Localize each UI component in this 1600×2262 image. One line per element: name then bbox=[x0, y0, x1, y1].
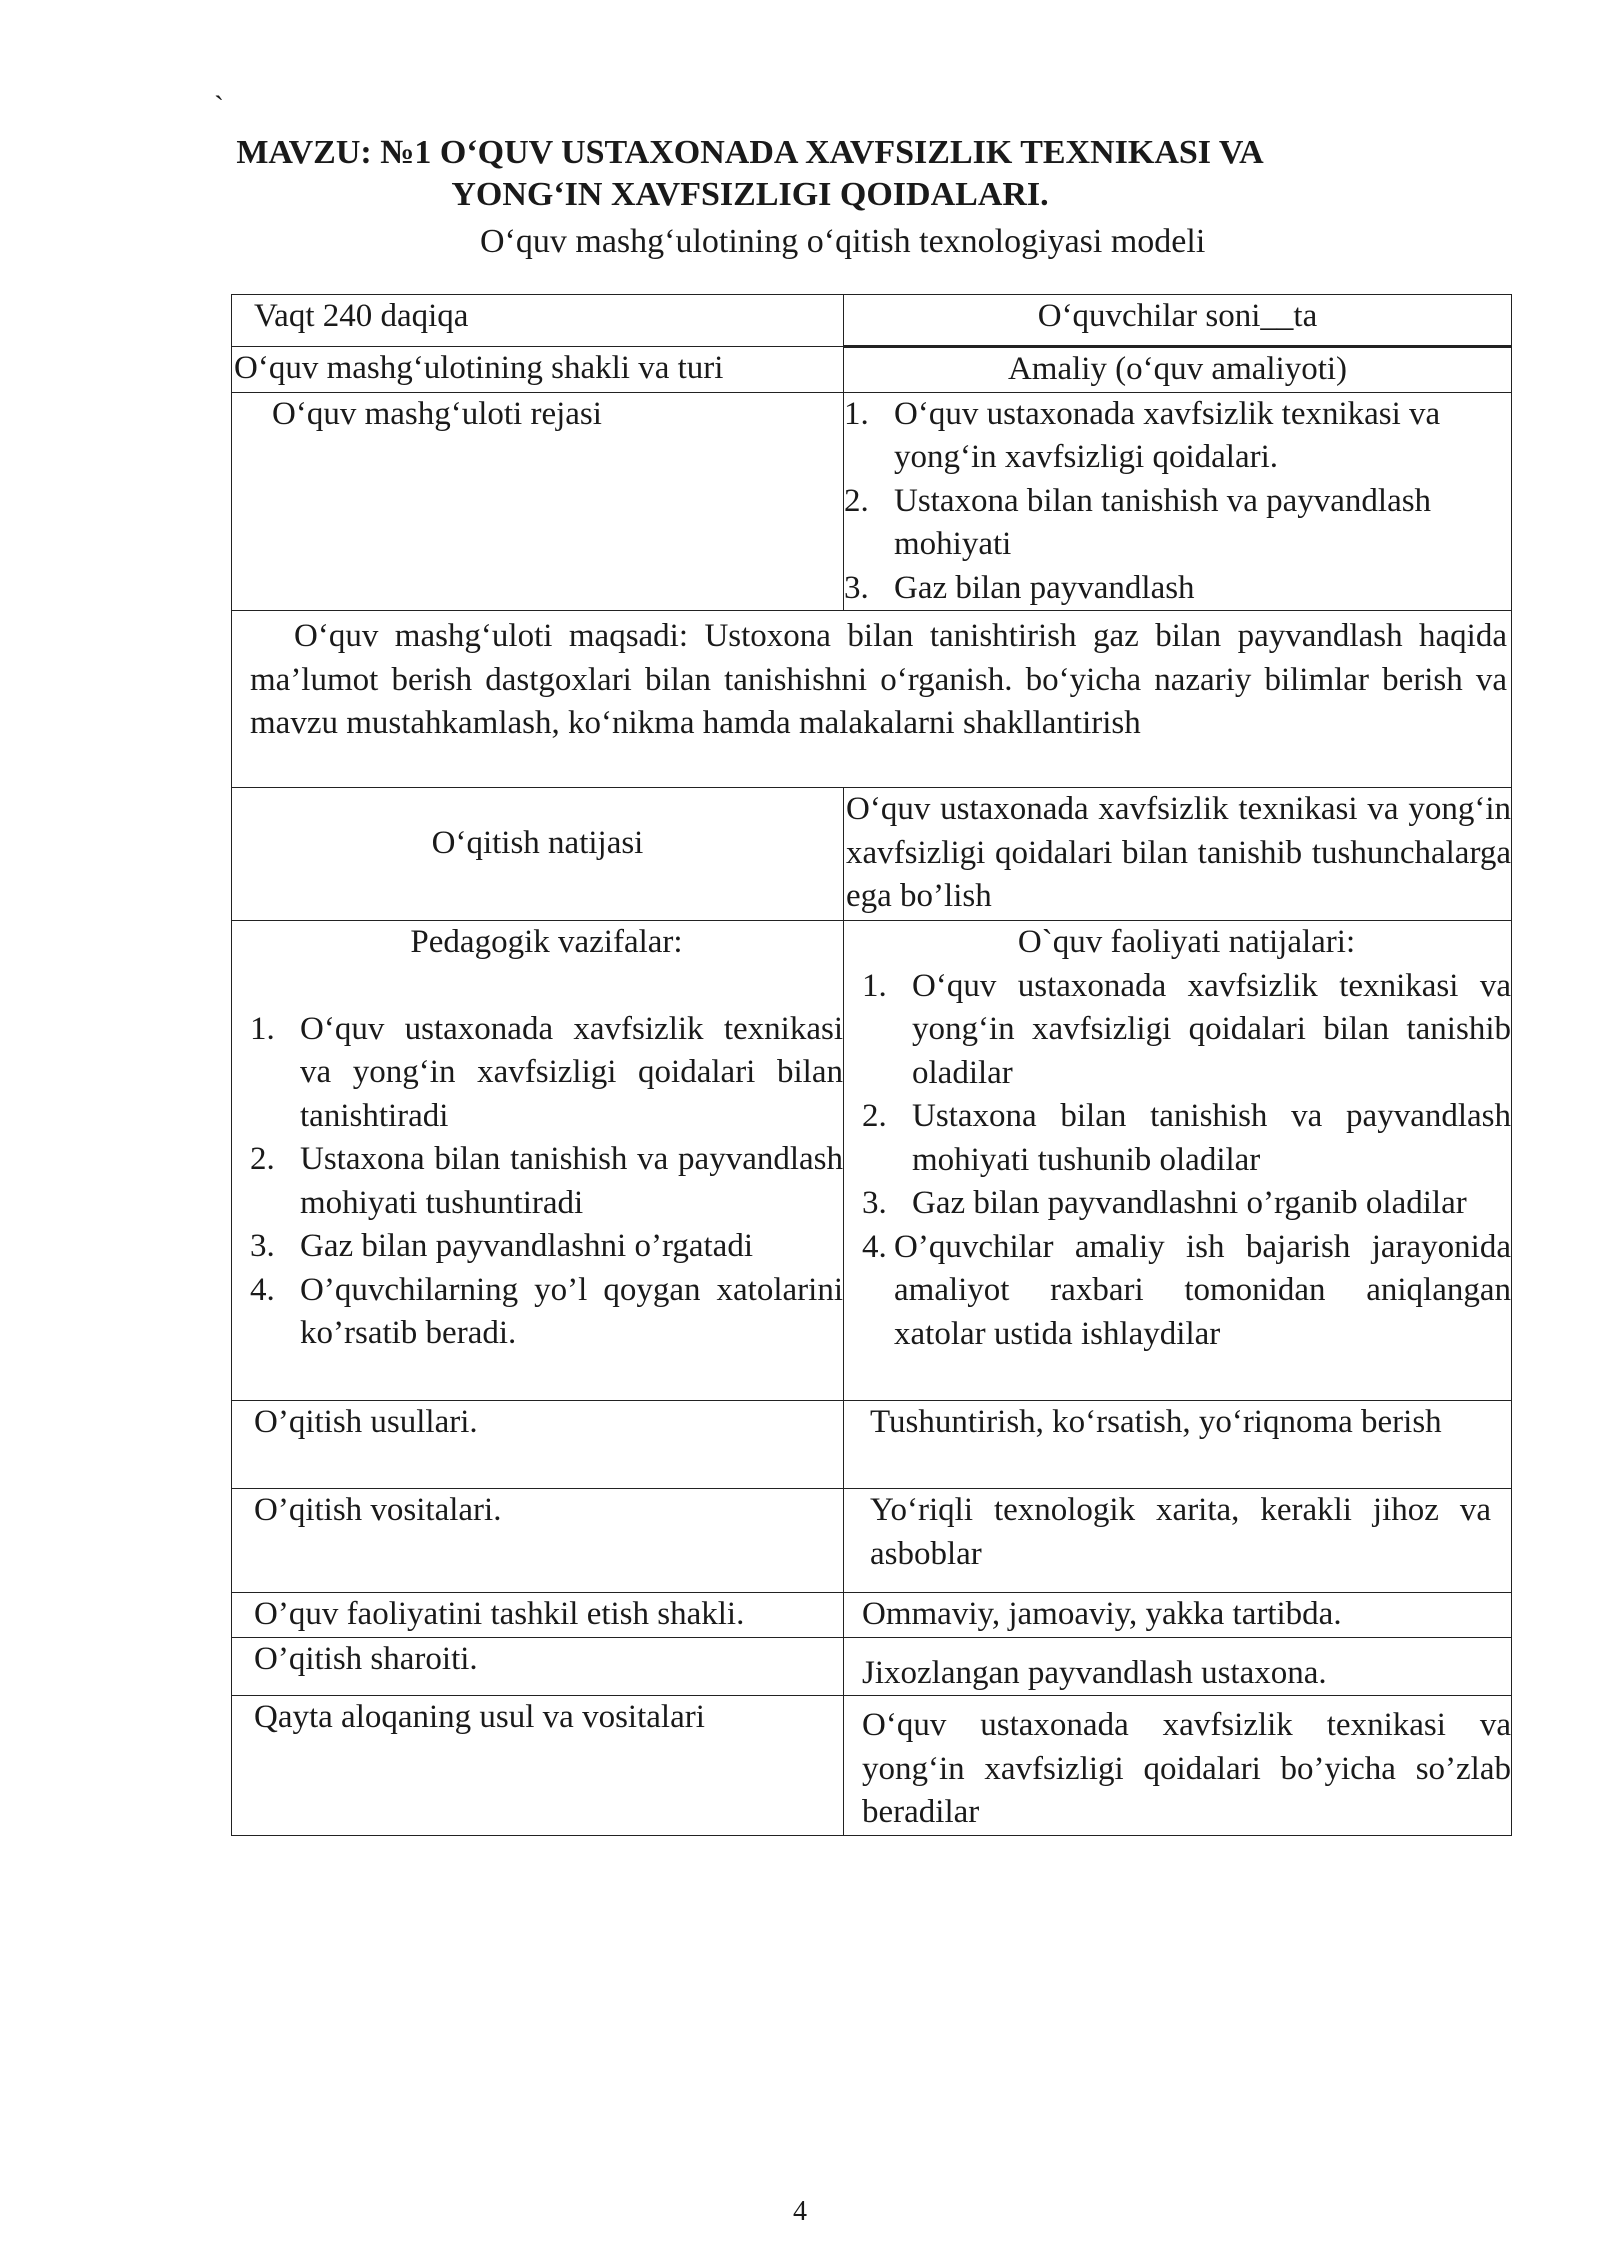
task-text: Ustaxona bilan tanishish va payvandlash mohiyati tushuntiradi bbox=[300, 1141, 843, 1221]
plan-item-text: O‘quv ustaxonada xavfsizlik texnikasi va yong‘in xavfsizligi qoidalari. bbox=[894, 395, 1441, 475]
pedagogical-tasks-heading: Pedagogik vazifalar: bbox=[410, 924, 683, 960]
plan-list bbox=[844, 393, 1507, 611]
plan-item-number: 2. bbox=[844, 482, 869, 519]
task-text: O’quvchilarning yo’l qoygan xatolarini ko’rsatib beradi. bbox=[300, 1271, 843, 1351]
plan-item bbox=[844, 567, 1507, 611]
task-number: 1. bbox=[250, 1010, 275, 1047]
methods-value: Tushuntirish, ko‘rsatish, yo‘riqnoma berish bbox=[844, 1401, 1512, 1489]
task-text: Gaz bilan payvandlashni o’rgatadi bbox=[300, 1228, 753, 1264]
task-text: O‘quv ustaxonada xavfsizlik texnikasi va yong‘in xavfsizligi qoidalari bilan tanishtiradi bbox=[300, 1010, 843, 1134]
activity-result bbox=[862, 1182, 1511, 1226]
conditions-label: O’qitish sharoiti. bbox=[232, 1638, 844, 1696]
pedagogical-tasks-cell bbox=[232, 921, 844, 1401]
stray-mark: ` bbox=[214, 90, 224, 123]
activity-results-list bbox=[862, 965, 1511, 1357]
pedagogical-task bbox=[250, 1138, 843, 1225]
plan-item bbox=[844, 480, 1507, 567]
plan-item-text: Ustaxona bilan tanishish va payvandlash mohiyati bbox=[894, 482, 1432, 562]
result-number: 1. bbox=[862, 967, 887, 1004]
time-cell: Vaqt 240 daqiqa bbox=[232, 295, 844, 347]
organization-value: Ommaviy, jamoaviy, yakka tartibda. bbox=[844, 1593, 1512, 1638]
plan-item-number: 3. bbox=[844, 569, 869, 606]
row-form bbox=[232, 347, 1512, 393]
subtitle: O‘quv mashg‘ulotining o‘qitish texnologiyasi modeli bbox=[480, 223, 1206, 260]
organization-label: O’quv faoliyatini tashkil etish shakli. bbox=[232, 1593, 844, 1638]
row-means bbox=[232, 1489, 1512, 1593]
row-methods bbox=[232, 1401, 1512, 1489]
title-line-1: MAVZU: №1 O‘QUV USTAXONADA XAVFSIZLIK TEXNIKASI VA bbox=[236, 134, 1264, 171]
form-value: Amaliy (o‘quv amaliyoti) bbox=[844, 347, 1512, 393]
pedagogical-task bbox=[250, 1225, 843, 1269]
page-title bbox=[150, 132, 1350, 216]
result-number: 3. bbox=[862, 1185, 887, 1221]
students-cell: O‘quvchilar soni__ta bbox=[844, 295, 1512, 347]
plan-list-cell bbox=[844, 392, 1512, 611]
form-label: O‘quv mashg‘ulotining shakli va turi bbox=[232, 347, 844, 393]
means-value: Yo‘riqli texnologik xarita, kerakli jihoz va asboblar bbox=[844, 1489, 1512, 1593]
activity-results-cell bbox=[844, 921, 1512, 1401]
row-organization bbox=[232, 1593, 1512, 1638]
activity-result bbox=[862, 1095, 1511, 1182]
activity-results-heading: O`quv faoliyati natijalari: bbox=[1017, 924, 1356, 960]
result-text: Gaz bilan payvandlashni o’rganib oladilar bbox=[912, 1185, 1467, 1221]
task-number: 4. bbox=[250, 1271, 275, 1308]
result-number: 2. bbox=[862, 1098, 887, 1134]
row-result bbox=[232, 788, 1512, 921]
result-label: O‘qitish natijasi bbox=[232, 788, 844, 921]
result-text: O‘quv ustaxonada xavfsizlik texnikasi va yong‘in xavfsizligi qoidalari bilan tanishib oladilar bbox=[912, 967, 1511, 1091]
plan-item-number: 1. bbox=[844, 395, 869, 432]
goal-text: O‘quv mashg‘uloti maqsadi: Ustoxona bilan tanishtirish gaz bilan payvandlash haqida ma’lumot berish dastgoxlari bilan tanishishni o‘rganish. bo‘yicha nazariy bilimlar berish va mavzu mustahkamlash, ko‘nikma hamda malakalarni shakllantirish bbox=[232, 611, 1512, 788]
technology-model-table bbox=[231, 294, 1512, 1836]
row-goal bbox=[232, 611, 1512, 788]
activity-result bbox=[862, 965, 1511, 1096]
activity-result bbox=[862, 1226, 1511, 1357]
row-plan bbox=[232, 392, 1512, 611]
row-conditions bbox=[232, 1638, 1512, 1696]
page-number: 4 bbox=[793, 2196, 807, 2227]
pedagogical-task bbox=[250, 1269, 843, 1356]
result-text: O’quvchilar amaliy ish bajarish jarayonida amaliyot raxbari tomonidan aniqlangan xatolar ustida ishlaydilar bbox=[894, 1228, 1511, 1352]
pedagogical-tasks-list bbox=[250, 1008, 843, 1356]
plan-item-text: Gaz bilan payvandlash bbox=[894, 569, 1195, 606]
plan-item bbox=[844, 393, 1507, 480]
feedback-value: O‘quv ustaxonada xavfsizlik texnikasi va yong‘in xavfsizligi qoidalari bo’yicha so’zlab beradilar bbox=[844, 1696, 1512, 1836]
result-value: O‘quv ustaxonada xavfsizlik texnikasi va yong‘in xavfsizligi qoidalari bilan tanishib tushunchalarga ega bo’lish bbox=[844, 788, 1512, 921]
means-label: O’qitish vositalari. bbox=[232, 1489, 844, 1593]
row-tasks bbox=[232, 921, 1512, 1401]
plan-label: O‘quv mashg‘uloti rejasi bbox=[232, 392, 844, 611]
row-time bbox=[232, 295, 1512, 347]
pedagogical-task bbox=[250, 1008, 843, 1139]
task-number: 3. bbox=[250, 1228, 275, 1264]
feedback-label: Qayta aloqaning usul va vositalari bbox=[232, 1696, 844, 1836]
result-number: 4. bbox=[862, 1228, 887, 1265]
row-feedback bbox=[232, 1696, 1512, 1836]
title-line-2: YONG‘IN XAVFSIZLIGI QOIDALARI. bbox=[451, 176, 1049, 213]
conditions-value: Jixozlangan payvandlash ustaxona. bbox=[844, 1638, 1512, 1696]
task-number: 2. bbox=[250, 1141, 275, 1177]
methods-label: O’qitish usullari. bbox=[232, 1401, 844, 1489]
result-text: Ustaxona bilan tanishish va payvandlash mohiyati tushunib oladilar bbox=[912, 1098, 1511, 1178]
